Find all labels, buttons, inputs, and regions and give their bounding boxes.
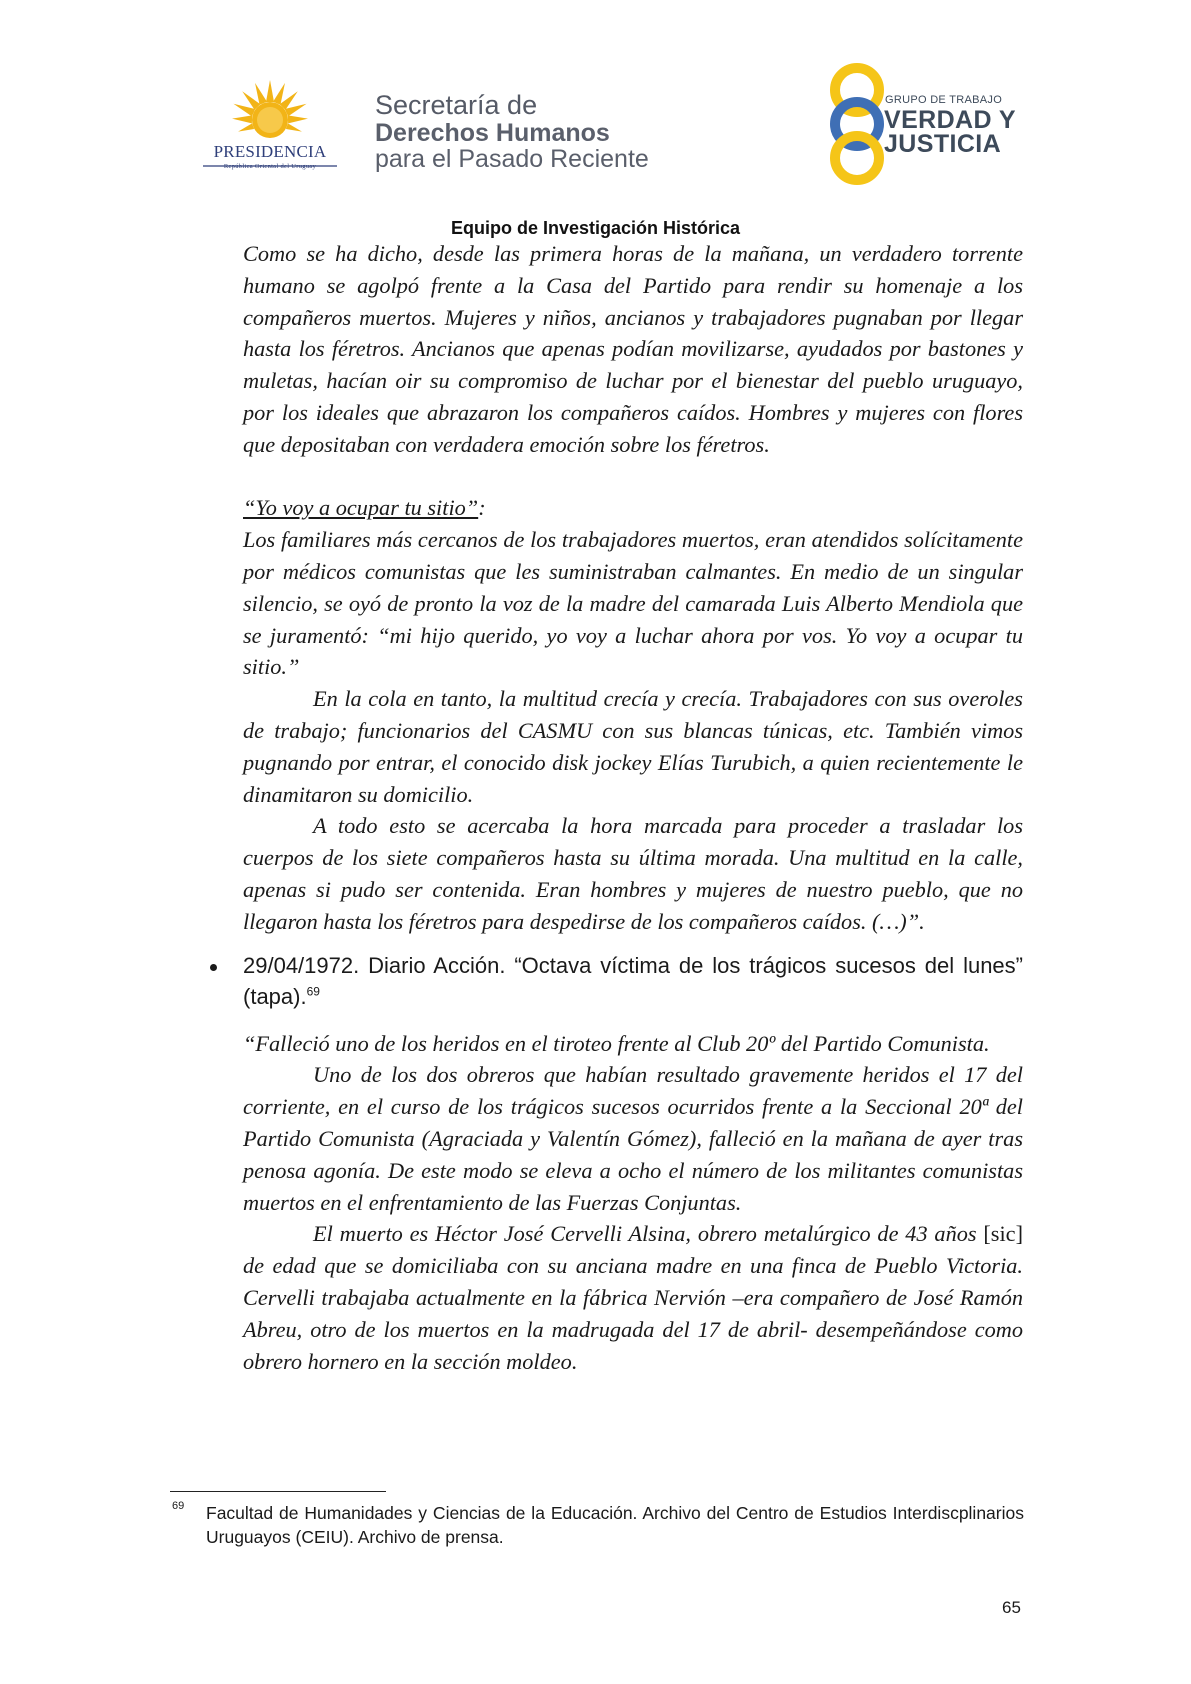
bullet-item <box>243 950 1023 1012</box>
paragraph-7 <box>243 1218 1023 1377</box>
paragraph-2: Los familiares más cercanos de los trabajadores muertos, eran atendidos solícitamente por médicos comunistas que les suministraban calmantes. En medio de un singular silencio, se oyó de pronto la voz de la madre del camarada Luis Alberto Mendiola que se juramentó: “mi hijo querido, yo voy a luchar ahora por vos. Yo voy a ocupar tu sitio.” <box>243 527 1023 680</box>
page-header <box>0 0 1191 238</box>
secretaria-line-2: Derechos Humanos <box>375 119 610 147</box>
paragraph-1: Como se ha dicho, desde las primera horas de la mañana, un verdadero torrente humano se agolpó frente a la Casa del Partido para rendir su homenaje a los compañeros muertos. Mujeres y niños, ancianos y trabajadores pugnaban por llegar hasta los féretros. Ancianos que apenas podían movilizarse, ayudados por bastones y muletas, hacían oir su compromiso de luchar por el bienestar del pueblo uruguayo, por los ideales que abrazaron los compañeros caídos. Hombres y mujeres con flores que depositaban con verdadera emoción sobre los féretros. <box>243 241 1023 457</box>
paragraph-6: Uno de los dos obreros que habían resultado gravemente heridos el 17 del corriente, en el curso de los trágicos sucesos ocurridos frente a la Seccional 20ª del Partido Comunista (Agraciada y Valentín Gómez), falleció en la mañana de ayer tras penosa agonía. De este modo se eleva a ocho el número de los militantes comunistas muertos en el enfrentamiento de las Fuerzas Conjuntas. <box>243 1062 1023 1215</box>
presidencia-subtitle: República Oriental del Uruguay <box>223 163 317 170</box>
paragraph-3: En la cola en tanto, la multitud crecía y crecía. Trabajadores con sus overoles de trabajo; funcionarios del CASMU con sus blancas túnicas, etc. También vimos pugnando por entrar, el conocido disk jockey Elías Turubich, a quien recientemente le dinamitaron su domicilio. <box>243 686 1023 807</box>
sic-marker: [sic] <box>983 1221 1023 1247</box>
secretaria-logotype <box>375 90 649 172</box>
bullet-icon <box>210 964 217 971</box>
paragraph-gap <box>243 461 1023 493</box>
bullet-gap <box>243 1012 1023 1028</box>
footnote-reference[interactable]: 69 <box>306 984 320 999</box>
verdad-y-label: VERDAD Y <box>884 106 1016 134</box>
paragraph-4: A todo esto se acercaba la hora marcada para proceder a trasladar los cuerpos de los siete compañeros hasta su última morada. Una multitud en la calle, apenas si pudo ser contenida. Eran hombres y mujeres de nuestro pueblo, que no llegaron hasta los féretros para despedirse de los compañeros caídos. (…)”. <box>243 813 1023 934</box>
bullet-text <box>243 950 1023 1012</box>
subheading-line <box>243 492 1023 524</box>
page-number: 65 <box>1002 1598 1021 1617</box>
paragraph-7-part-a: El muerto es Héctor José Cervelli Alsina, obrero metalúrgico de 43 años <box>313 1221 984 1247</box>
grupo-trabajo-label: GRUPO DE TRABAJO <box>885 94 1003 106</box>
presidencia-name: PRESIDENCIA <box>213 142 327 161</box>
secretaria-line-3: para el Pasado Reciente <box>375 145 649 173</box>
bullet-text-content: 29/04/1972. Diario Acción. “Octava víctima de los trágicos sucesos del lunes” (tapa). <box>243 952 1023 1009</box>
justicia-label: JUSTICIA <box>884 130 1002 158</box>
document-body <box>243 238 1023 1377</box>
footnote-separator <box>170 1491 386 1492</box>
subheading: “Yo voy a ocupar tu sitio” <box>243 495 479 521</box>
secretaria-line-1: Secretaría de <box>375 90 538 120</box>
subheading-colon: : <box>478 495 486 521</box>
team-title: Equipo de Investigación Histórica <box>450 218 741 238</box>
footnote-number: 69 <box>172 1500 185 1512</box>
paragraph-7-part-b: de edad que se domiciliaba con su anciana madre en una finca de Pueblo Victoria. Cervelli trabajaba actualmente en la fábrica Nervión –era compañero de José Ramón Abreu, otro de los muertos en la madrugada del 17 de abril- desempeñándose como obrero hornero en la sección moldeo. <box>243 1253 1023 1374</box>
footnote-text: Facultad de Humanidades y Ciencias de la Educación. Archivo del Centro de Estudios Interdiscplinarios Uruguayos (CEIU). Archivo de prensa. <box>206 1503 1024 1547</box>
paragraph-5: “Falleció uno de los heridos en el tiroteo frente al Club 20º del Partido Comunista. <box>243 1030 990 1056</box>
